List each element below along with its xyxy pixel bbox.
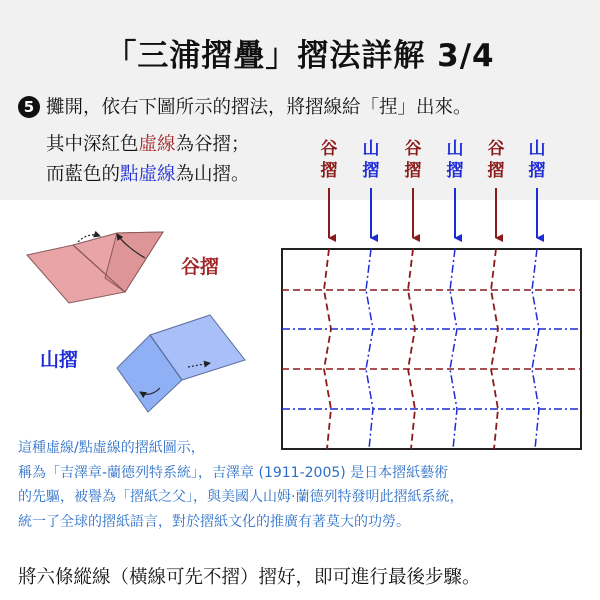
column-label-4: 山 摺: [446, 139, 464, 181]
column-label-5: 谷 摺: [487, 139, 505, 181]
column-label-6: 山 摺: [528, 139, 546, 181]
column-label-1: 谷 摺: [320, 139, 338, 181]
valley-fold-illustration: [27, 232, 163, 303]
note-line-1: 這種虛線/點虛線的摺紙圖示，: [18, 440, 205, 456]
note-line-2: 稱為「吉澤章-蘭德列特系統」，吉澤章 (1911-2005) 是日本摺紙藝術: [18, 464, 449, 481]
column-label-2: 山 摺: [362, 139, 380, 181]
dot-dash-line-term: 點虛線: [120, 164, 176, 185]
crease-pattern: [282, 249, 581, 449]
mountain-fold-illustration: [117, 315, 245, 412]
line2-text-c: 為谷摺；: [175, 134, 250, 155]
final-instruction: 將六條縱線（橫線可先不摺）摺好，即可進行最後步驟。: [18, 567, 481, 588]
line3-text-a: 而藍色的: [46, 164, 121, 185]
dashed-line-term: 虛線: [138, 134, 176, 155]
yoshizawa-randlett-note: [18, 436, 593, 534]
mountain-fold-caption: 山摺: [40, 349, 79, 371]
fold-arrows: [329, 188, 537, 238]
note-line-4: 統一了全球的摺紙語言，對於摺紙文化的推廣有著莫大的功勞。: [18, 513, 410, 530]
line2-text-a: 其中深紅色: [46, 134, 139, 155]
page-title: 「三浦摺疊」摺法詳解 3/4: [105, 38, 495, 74]
step-line-1: 攤開，依右下圖所示的摺法，將摺線給「捏」出來。: [46, 97, 472, 118]
step-number-badge: 5: [18, 96, 40, 118]
line3-text-c: 為山摺。: [175, 164, 250, 185]
column-label-3: 谷 摺: [404, 139, 422, 181]
valley-fold-caption: 谷摺: [181, 256, 220, 278]
note-line-3: 的先驅，被譽為「摺紙之父」，與美國人山姆·蘭德列特發明此摺紙系統，: [18, 489, 464, 505]
